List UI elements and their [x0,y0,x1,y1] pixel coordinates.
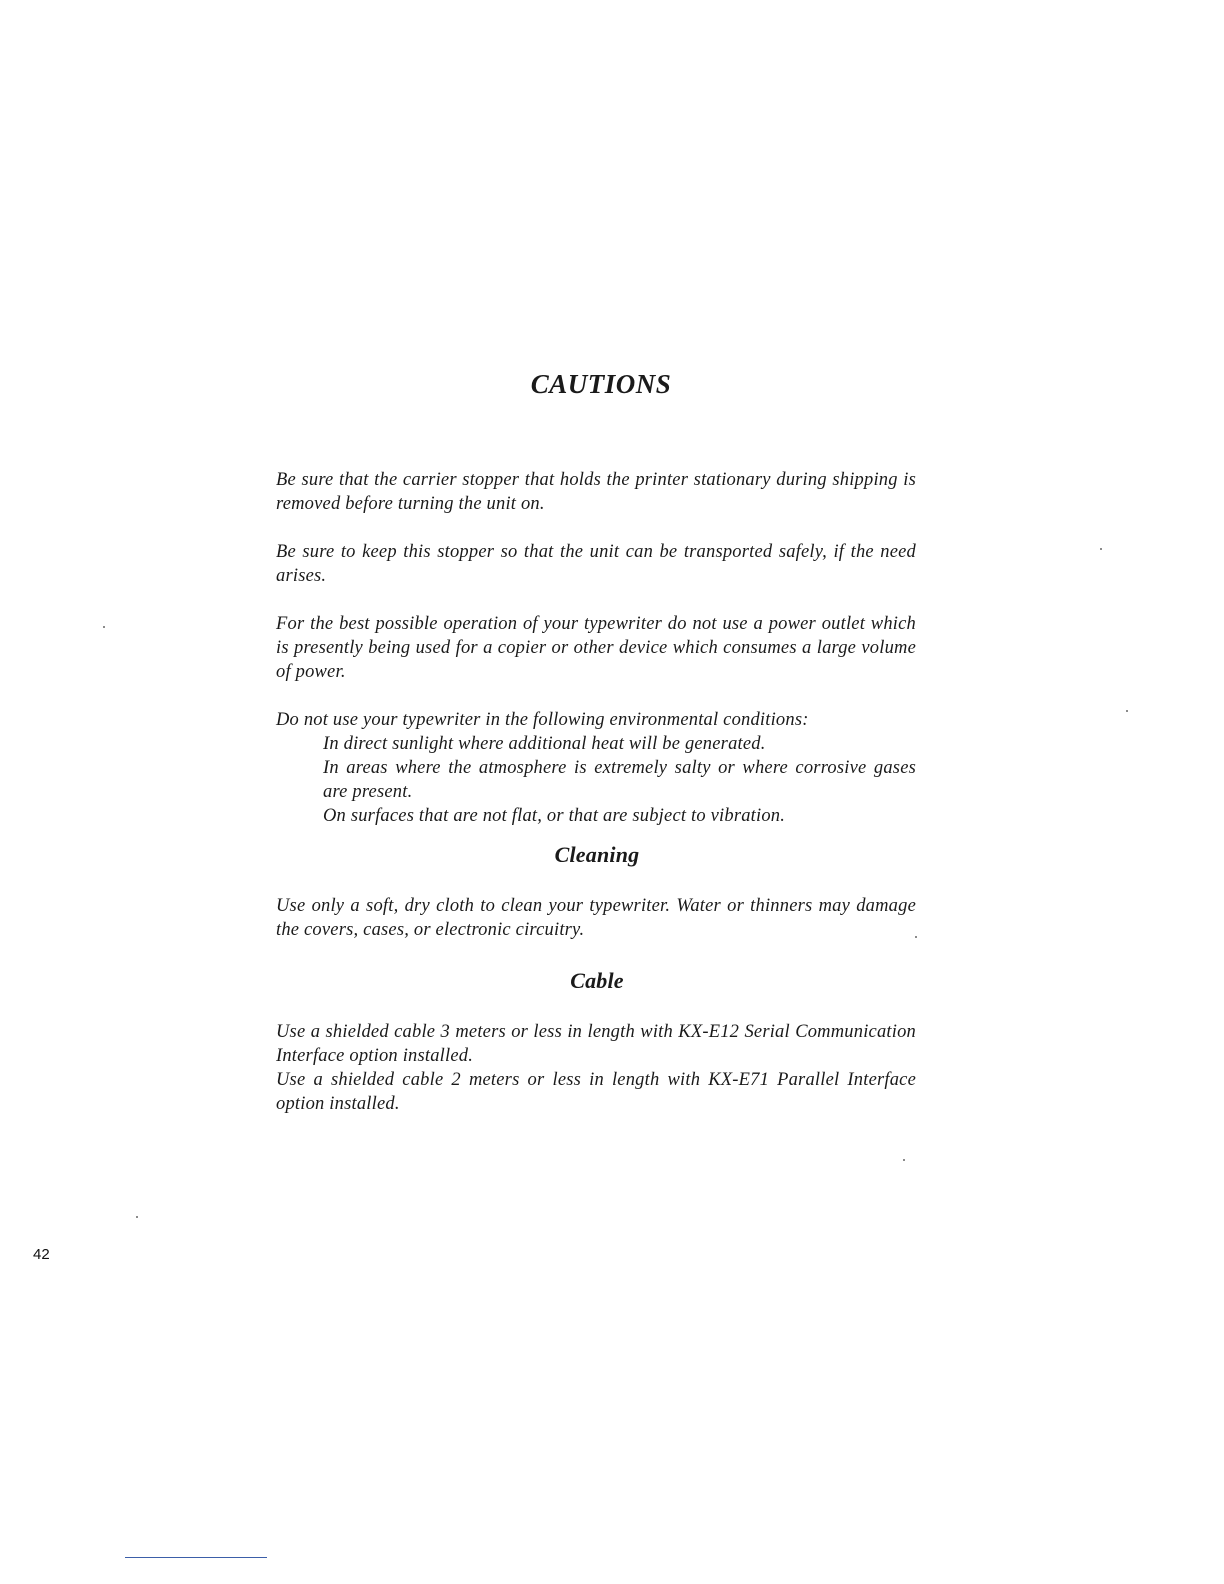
cable-serial-text: Use a shielded cable 3 meters or less in length with KX-E12 Serial Communication Interface option installed. [276,1022,916,1066]
scan-speck [103,626,105,628]
cleaning-text: Use only a soft, dry cloth to clean your typewriter. Water or thinners may damage the covers, cases, or electronic circuitry. [276,896,916,940]
caution-keep-stopper: Be sure to keep this stopper so that the unit can be transported safely, if the need arises. [276,542,916,586]
environment-condition-item: In direct sunlight where additional heat will be generated. [323,734,766,754]
cable-instructions [276,1020,916,1116]
page-content [276,360,916,1116]
caution-environment [276,708,916,828]
environment-condition-item: On surfaces that are not flat, or that are subject to vibration. [323,806,786,826]
scan-speck [903,1159,905,1161]
scan-speck [1126,710,1128,712]
cable-parallel-text: Use a shielded cable 2 meters or less in length with KX-E71 Parallel Interface option installed. [276,1070,916,1114]
scan-speck [915,936,917,938]
caution-carrier-stopper: Be sure that the carrier stopper that holds the printer stationary during shipping is removed before turning the unit on. [276,470,916,514]
scan-speck [1100,548,1102,550]
caution-power-outlet: For the best possible operation of your typewriter do not use a power outlet which is presently being used for a copier or other device which consumes a large volume of power. [276,614,916,682]
environment-condition-item: In areas where the atmosphere is extremely salty or where corrosive gases are present. [323,758,916,802]
scan-speck [136,1216,138,1218]
environment-intro: Do not use your typewriter in the following environmental conditions: [276,710,809,730]
page-title: CAUTIONS [530,369,672,399]
cable-heading: Cable [570,968,624,993]
cleaning-heading: Cleaning [554,842,640,867]
environment-conditions-list [276,732,916,828]
page-number: 42 [33,1246,50,1263]
footer-rule [125,1557,267,1558]
